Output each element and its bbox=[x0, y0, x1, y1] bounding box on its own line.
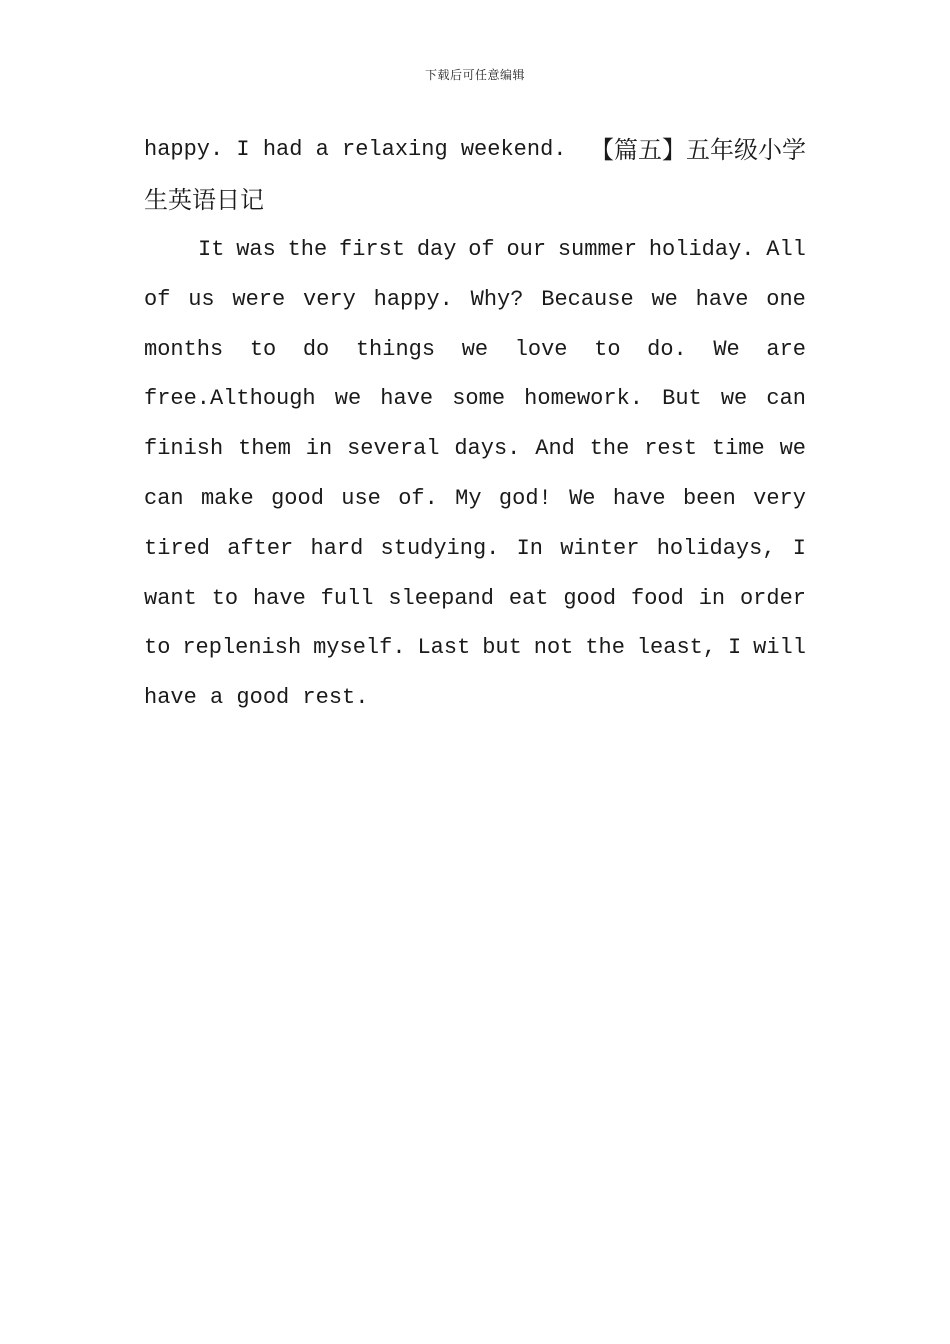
paragraph-word: to bbox=[594, 336, 621, 362]
line1-prefix: happy. I had a relaxing weekend. bbox=[144, 137, 567, 162]
paragraph-word: some bbox=[452, 386, 506, 412]
paragraph-word: the bbox=[287, 237, 328, 262]
paragraph-line bbox=[144, 633, 806, 663]
paragraph-word: hard bbox=[310, 535, 364, 561]
paragraph-word: I bbox=[792, 535, 806, 561]
paragraph-word: In bbox=[516, 535, 544, 561]
paragraph-word: replenish bbox=[182, 635, 302, 661]
paragraph-word: winter bbox=[560, 535, 640, 561]
paragraph-word: been bbox=[682, 486, 736, 511]
paragraph-word: Why? bbox=[470, 286, 524, 312]
paragraph-word: was bbox=[236, 237, 276, 262]
paragraph-word: have bbox=[252, 585, 306, 611]
paragraph-word: have bbox=[612, 486, 666, 511]
paragraph-word: first bbox=[339, 237, 406, 262]
text-line-2 bbox=[144, 185, 806, 215]
paragraph-word: days. bbox=[454, 436, 521, 462]
paragraph-word: them bbox=[238, 436, 291, 462]
paragraph-word: studying. bbox=[380, 535, 500, 561]
paragraph-word: to bbox=[211, 585, 239, 611]
paragraph-word: to bbox=[144, 635, 171, 661]
paragraph-word: holidays, bbox=[656, 535, 776, 561]
paragraph-word: we bbox=[334, 386, 362, 412]
paragraph-word: have bbox=[695, 286, 749, 312]
paragraph-word: free.Although bbox=[144, 386, 316, 412]
paragraph-word: homework. bbox=[524, 386, 643, 412]
paragraph-word: food bbox=[631, 585, 684, 611]
paragraph-word: tired bbox=[144, 535, 211, 561]
paragraph-word: our bbox=[506, 237, 547, 262]
paragraph-word: the bbox=[585, 635, 625, 661]
text-line-1 bbox=[144, 135, 806, 165]
paragraph-word: finish bbox=[144, 436, 224, 462]
paragraph-word: holiday. bbox=[648, 237, 755, 262]
paragraph-word: eat bbox=[508, 585, 549, 611]
paragraph-word: rest bbox=[644, 436, 698, 462]
paragraph-word: we bbox=[461, 336, 489, 362]
paragraph-word: we bbox=[720, 386, 748, 412]
paragraph-word: make bbox=[200, 486, 254, 511]
paragraph-word: are bbox=[766, 336, 806, 362]
section-title: 【篇五】五年级小学 bbox=[590, 136, 806, 164]
paragraph-word: Because bbox=[541, 286, 634, 312]
paragraph-word: can bbox=[766, 386, 806, 412]
paragraph-word: sleepand bbox=[388, 585, 494, 611]
paragraph-line bbox=[144, 335, 806, 365]
paragraph-word: want bbox=[144, 585, 197, 611]
paragraph-word: to bbox=[249, 336, 277, 362]
paragraph-word: good bbox=[563, 585, 617, 611]
paragraph-word: It bbox=[198, 237, 225, 262]
paragraph-word: And bbox=[535, 436, 575, 462]
paragraph-word: do bbox=[302, 336, 330, 362]
paragraph-line bbox=[144, 534, 806, 564]
paragraph-word: not bbox=[533, 635, 574, 661]
paragraph-word: months bbox=[144, 336, 224, 362]
paragraph-word: were bbox=[232, 286, 286, 312]
paragraph-word: We bbox=[569, 486, 596, 511]
paragraph-last-line-text: have a good rest. bbox=[144, 685, 369, 711]
paragraph-word: do. bbox=[647, 336, 687, 362]
paragraph-word: after bbox=[227, 535, 294, 561]
section-title-continued: 生英语日记 bbox=[144, 186, 264, 214]
paragraph-line bbox=[144, 384, 806, 414]
paragraph-word: order bbox=[739, 585, 806, 611]
paragraph-word: I bbox=[728, 635, 742, 661]
paragraph-word: very bbox=[753, 486, 806, 511]
paragraph-word: My bbox=[455, 486, 482, 511]
paragraph-word: use bbox=[341, 486, 381, 511]
paragraph-line bbox=[144, 484, 806, 514]
paragraph-word: myself. bbox=[313, 635, 406, 661]
paragraph-word: in bbox=[305, 436, 333, 462]
paragraph-word: one bbox=[766, 286, 806, 312]
paragraph-word: All bbox=[766, 237, 806, 262]
paragraph-word: of. bbox=[398, 486, 438, 511]
paragraph-word: several bbox=[347, 436, 440, 462]
paragraph-line bbox=[144, 285, 806, 315]
paragraph-word: can bbox=[144, 486, 184, 511]
paragraph-word: We bbox=[713, 336, 740, 362]
paragraph-word: of bbox=[144, 286, 171, 312]
paragraph-word: us bbox=[188, 286, 215, 312]
paragraph-word: will bbox=[753, 635, 806, 661]
paragraph-word: good bbox=[271, 486, 324, 511]
paragraph-word: But bbox=[662, 386, 702, 412]
paragraph-word: summer bbox=[557, 237, 638, 262]
paragraph-line bbox=[144, 683, 806, 713]
paragraph-word: love bbox=[514, 336, 568, 362]
paragraph-word: of bbox=[468, 237, 495, 262]
paragraph-line bbox=[198, 235, 806, 265]
paragraph-word: the bbox=[589, 436, 630, 462]
paragraph-word: very bbox=[303, 286, 356, 312]
paragraph-word: things bbox=[355, 336, 436, 362]
paragraph-word: full bbox=[320, 585, 374, 611]
paragraph-word: we bbox=[651, 286, 678, 312]
paragraph-word: least, bbox=[636, 635, 717, 661]
paragraph-line bbox=[144, 434, 806, 464]
paragraph-word: we bbox=[779, 436, 806, 462]
paragraph-line bbox=[144, 584, 806, 614]
paragraph-word: day bbox=[416, 237, 457, 262]
paragraph-word: happy. bbox=[373, 286, 453, 312]
paragraph-word: but bbox=[482, 635, 522, 661]
paragraph-word: god! bbox=[498, 486, 552, 511]
paragraph-word: time bbox=[711, 436, 765, 462]
paragraph-word: Last bbox=[417, 635, 471, 661]
paragraph-word: have bbox=[380, 386, 434, 412]
header-note: 下载后可任意编辑 bbox=[424, 68, 525, 82]
paragraph-word: in bbox=[698, 585, 726, 611]
